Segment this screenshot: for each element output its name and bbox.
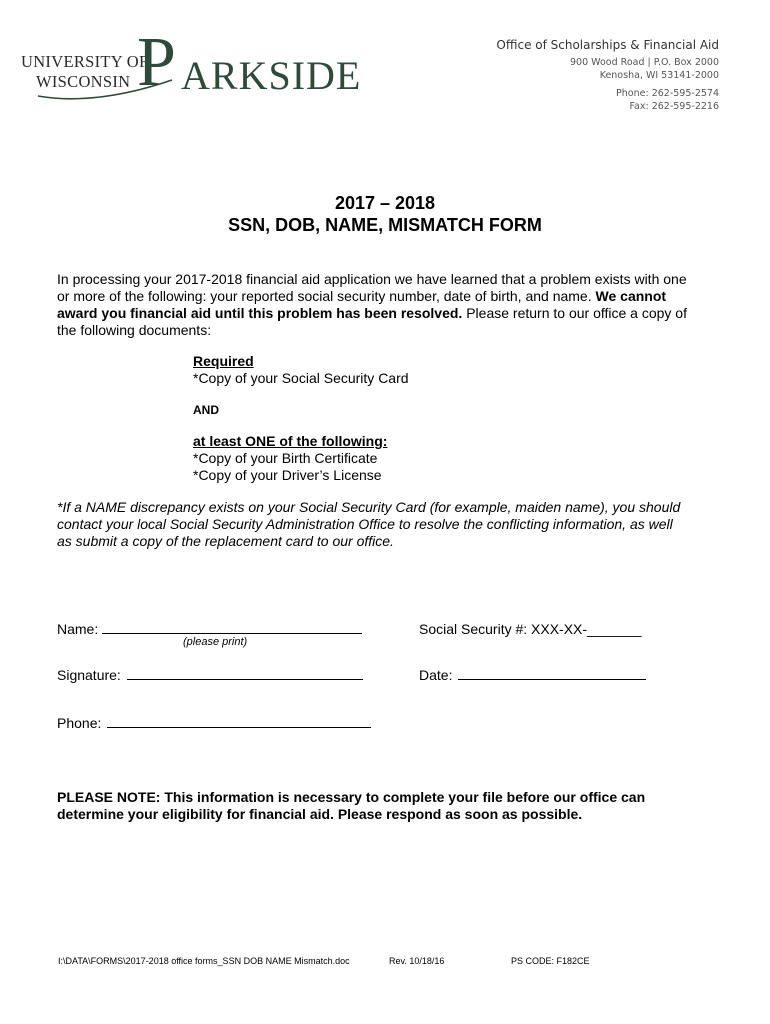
name-discrepancy-note: *If a NAME discrepancy exists on your Social Security Card (for example, maiden name), you should contact your local Social Security Administration Office to resolve the conflicting information, as well as submit a copy of the replacement card to our office. [57,499,681,549]
logo-parkside-p: P [137,24,176,101]
office-phone: Phone: 262-595-2574 [616,88,719,99]
date-blank-line[interactable] [458,667,646,680]
intro-text-1: In processing your 2017-2018 financial aid application we have learned that a problem exists with one or more of the following: your reported social security number, date of birth, and name. [57,271,687,304]
name-hint: (please print) [183,636,248,648]
office-address-line2: Kenosha, WI 53141-2000 [599,70,719,81]
one-of-heading: at least ONE of the following: [193,433,388,449]
required-item: *Copy of your Social Security Card [193,370,409,386]
name-blank-line[interactable] [102,621,362,634]
office-address-line1: 900 Wood Road | P.O. Box 2000 [570,57,719,68]
phone-blank-line[interactable] [107,715,371,728]
intro-bold-warning: We cannot award you financial aid until this problem has been resolved. [57,288,667,321]
date-field[interactable] [419,667,646,683]
footer-file-path: I:\DATA\FORMS\2017-2018 office forms_SSN DOB NAME Mismatch.doc [58,956,350,966]
one-of-item-drivers-license: *Copy of your Driver’s License [193,467,382,483]
date-label: Date: [419,667,453,683]
signature-field[interactable] [57,667,363,683]
one-of-item-birth-certificate: *Copy of your Birth Certificate [193,450,378,466]
please-note: PLEASE NOTE: This information is necessary to complete your file before our office can determine your eligibility for financial aid. Please respond as soon as possible. [57,789,646,822]
footer-ps-code: PS CODE: F182CE [511,956,590,966]
signature-blank-line[interactable] [127,667,363,680]
form-year: 2017 – 2018 [334,193,436,213]
office-title: Office of Scholarships & Financial Aid [496,38,719,52]
signature-label: Signature: [57,667,121,683]
logo-wisconsin: WISCONSIN [36,72,131,91]
office-fax: Fax: 262-595-2216 [629,101,719,112]
phone-field[interactable] [57,715,371,731]
name-label: Name: [57,621,99,637]
form-title: SSN, DOB, NAME, MISMATCH FORM [228,215,542,235]
phone-label: Phone: [57,715,102,731]
intro-text-2: Please return to our office a copy of the following documents: [57,305,687,338]
footer-revision: Rev. 10/18/16 [389,956,445,966]
logo-university-of: UNIVERSITY OF [21,52,149,71]
name-field[interactable] [57,621,362,637]
required-heading: Required [193,353,254,369]
ssn-field[interactable]: Social Security #: XXX-XX-_______ [419,621,642,637]
intro-paragraph [57,271,697,339]
logo-parkside-rest: ARKSIDE [181,53,362,98]
and-label: AND [193,403,219,417]
